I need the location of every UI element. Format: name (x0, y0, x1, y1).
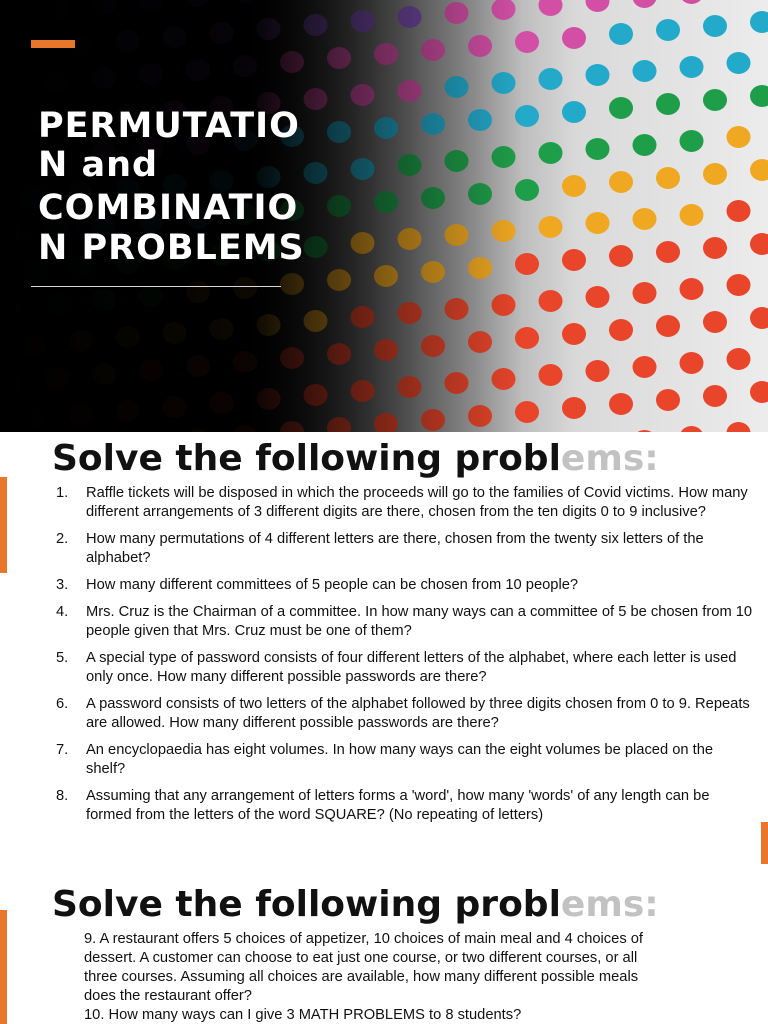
heading-text: Solve the following probl (52, 884, 561, 925)
left-accent-bar (0, 910, 7, 1024)
problems-slide-2 (0, 864, 768, 1024)
problem-item (56, 530, 756, 568)
title-line-3: COMBINATIO (38, 188, 299, 228)
problem-text: Raffle tickets will be disposed in which the proceeds will go to the families of Covid victims. How many different arrangements of 3 different digits are there, chosen from the ten digits 0 to 9 inclusive? (86, 485, 748, 520)
problem-list-2 (84, 930, 664, 1024)
problem-text: An encyclopaedia has eight volumes. In how many ways can the eight volumes be placed on the shelf? (86, 742, 714, 777)
problem-9: 9. A restaurant offers 5 choices of appetizer, 10 choices of main meal and 4 choices of dessert. A customer can choose to eat just one course, or two different courses, or all three courses. Assuming all choices are available, how many different possible meals does the restaurant offer? (84, 931, 643, 1004)
left-accent-bar (0, 477, 7, 573)
problem-item (56, 484, 756, 522)
title-line-4: N PROBLEMS (38, 228, 305, 268)
problem-item (56, 649, 756, 687)
heading-text-faded: ems: (560, 884, 659, 925)
title-line-2: N and (38, 145, 159, 185)
title-slide (0, 0, 768, 432)
problem-number: 7. (56, 742, 69, 758)
heading-text: Solve the following probl (52, 438, 561, 479)
slide-heading (52, 883, 659, 927)
slide-heading (52, 437, 659, 481)
title-line-1: PERMUTATIO (38, 106, 300, 146)
problem-number: 5. (56, 650, 69, 666)
problem-item (56, 787, 756, 825)
problem-number: 1. (56, 485, 69, 501)
problem-text: Mrs. Cruz is the Chairman of a committee. In how many ways can a committee of 5 be chosen from 10 people given that Mrs. Cruz must be one of them? (86, 604, 753, 639)
problem-number: 8. (56, 788, 69, 804)
title-divider (31, 286, 281, 287)
problem-item (56, 603, 756, 641)
problem-item (56, 695, 756, 733)
heading-text-faded: ems: (560, 438, 659, 479)
problem-number: 6. (56, 696, 69, 712)
problem-item (56, 576, 756, 595)
problem-list (56, 484, 756, 833)
problem-number: 4. (56, 604, 69, 620)
accent-bar (31, 40, 75, 48)
right-accent-bar (761, 822, 768, 864)
problem-item (56, 741, 756, 779)
problems-slide-1 (0, 432, 768, 864)
problem-text: A password consists of two letters of the alphabet followed by three digits chosen from 0 to 9. Repeats are allowed. How many different possible passwords are there? (86, 696, 750, 731)
problem-number: 3. (56, 577, 69, 593)
problem-text: A special type of password consists of four different letters of the alphabet, where each letter is used only once. How many different possible passwords are there? (86, 650, 737, 685)
problem-number: 2. (56, 531, 69, 547)
problem-text: How many different committees of 5 people can be chosen from 10 people? (86, 577, 579, 593)
problem-text: Assuming that any arrangement of letters forms a 'word', how many 'words' of any length can be formed from the letters of the word SQUARE? (No repeating of letters) (86, 788, 710, 823)
problem-text: How many permutations of 4 different letters are there, chosen from the twenty six letters of the alphabet? (86, 531, 704, 566)
problem-10: 10. How many ways can I give 3 MATH PROBLEMS to 8 students? (84, 1007, 522, 1023)
